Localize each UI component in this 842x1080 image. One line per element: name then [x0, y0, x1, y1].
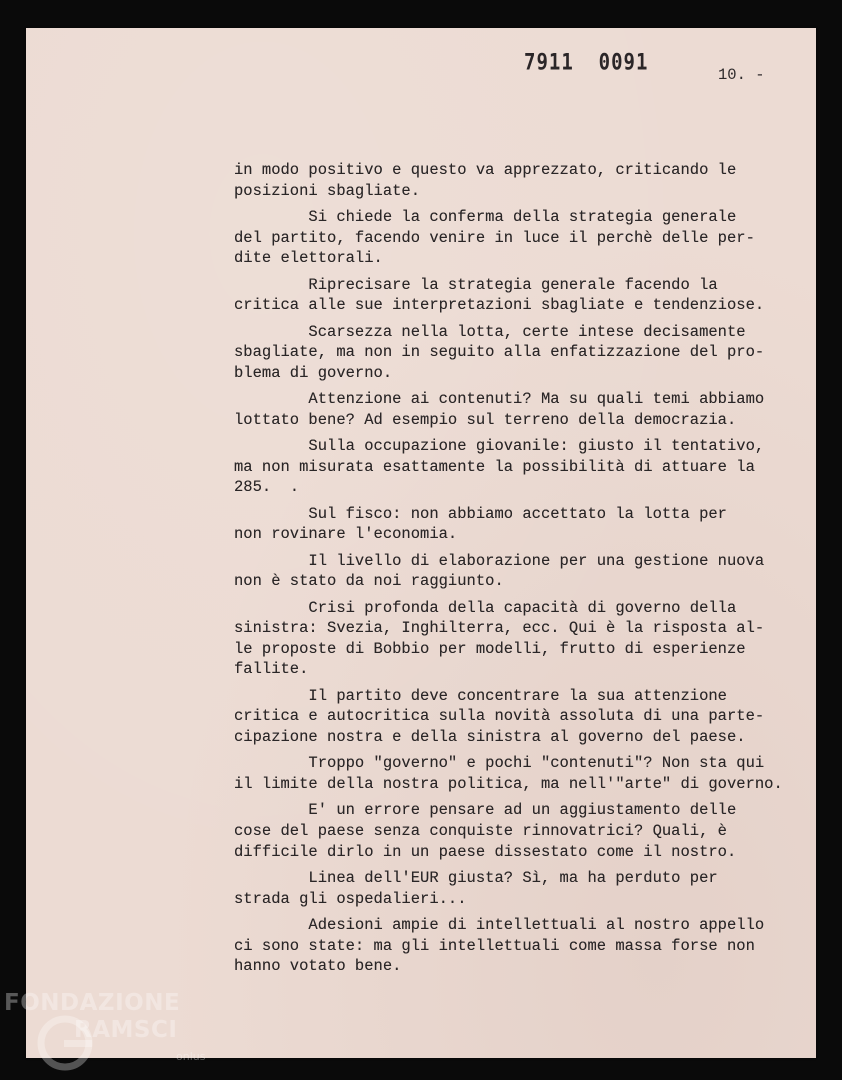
fondazione-gramsci-watermark — [4, 990, 224, 1080]
typed-text-body — [234, 160, 809, 983]
paragraph: Il livello di elaborazione per una gestione nuova non è stato da noi raggiunto. — [234, 551, 765, 591]
paragraph: Scarsezza nella lotta, certe intese decisamente sbagliate, ma non in seguito alla enfatizzazione del pro- blema di governo. — [234, 322, 765, 382]
page-number: 10. - — [718, 66, 765, 84]
paragraph: Il partito deve concentrare la sua attenzione critica e autocritica sulla novità assoluta di una parte- cipazione nostra e della sinistra al governo del paese. — [234, 686, 765, 747]
paragraph: Crisi profonda della capacità di governo della sinistra: Svezia, Inghilterra, ecc. Qui è la risposta al- le proposte di Bobbio per modelli, frutto di esperienze fallite. — [234, 598, 765, 679]
paragraph: Adesioni ampie di intellettuali al nostro appello ci sono state: ma gli intellettuali come massa forse non hanno votato bene. — [234, 915, 765, 976]
paragraph: Si chiede la conferma della strategia generale del partito, facendo venire in luce il perchè delle per- dite elettorali. — [234, 207, 755, 268]
paragraph: Sulla occupazione giovanile: giusto il tentativo, ma non misurata esattamente la possibilità di attuare la 285. . — [234, 437, 765, 497]
archive-number-stamp: 7911 0091 — [524, 50, 649, 76]
paragraph: in modo positivo e questo va apprezzato, criticando le posizioni sbagliate. — [234, 161, 737, 200]
watermark-line-3: onlus — [176, 1050, 206, 1063]
watermark-line-1: FONDAZIONE — [4, 990, 181, 1016]
document-page — [26, 28, 816, 1058]
paragraph: Troppo "governo" e pochi "contenuti"? Non sta qui il limite della nostra politica, ma nell'"arte" di governo. — [234, 754, 783, 793]
paragraph: Attenzione ai contenuti? Ma su quali temi abbiamo lottato bene? Ad esempio sul terreno della democrazia. — [234, 390, 765, 429]
watermark-line-2: RAMSCI — [74, 1017, 178, 1043]
paragraph: Riprecisare la strategia generale facendo la critica alle sue interpretazioni sbagliate e tendenziose. — [234, 275, 765, 315]
paragraph: E' un errore pensare ad un aggiustamento delle cose del paese senza conquiste rinnovatrici? Quali, è difficile dirlo in un paese dissestato come il nostro. — [234, 801, 737, 861]
paragraph: Linea dell'EUR giusta? Sì, ma ha perduto per strada gli ospedalieri... — [234, 868, 718, 908]
paragraph: Sul fisco: non abbiamo accettato la lotta per non rovinare l'economia. — [234, 504, 727, 544]
